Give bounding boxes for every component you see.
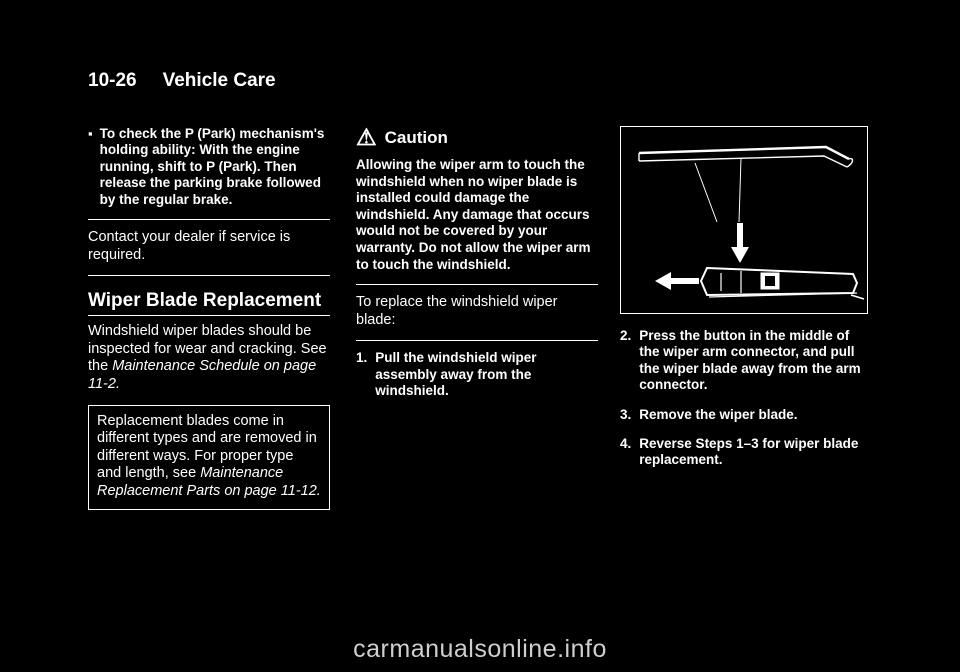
steps-list-column-middle [356, 350, 598, 399]
replacement-blades-box [88, 405, 330, 510]
steps-list-column-right [620, 328, 868, 469]
step-text: Pull the windshield wiper assembly away from the windshield. [375, 350, 537, 399]
bullet-marker-icon: ▪ [88, 126, 93, 141]
caution-label: Caution [384, 127, 448, 147]
column-left [88, 126, 330, 510]
maintenance-schedule-reference: Maintenance Schedule on page 11-2. [88, 358, 317, 392]
page-title: Vehicle Care [162, 70, 276, 91]
column-middle [356, 126, 598, 413]
step-number: 1. [356, 350, 368, 366]
replacement-parts-reference: Maintenance Replacement Parts on page 11-12. [97, 465, 321, 499]
step-text: Press the button in the middle of the wiper arm connector, and pull the wiper blade away from the arm connector. [639, 328, 861, 393]
replacement-blades-text [97, 413, 321, 501]
page-header [88, 70, 276, 92]
wiper-diagram-svg [621, 127, 867, 313]
list-item-step-3 [620, 407, 868, 423]
page-number: 10-26 [88, 70, 137, 91]
list-item-step-4 [620, 436, 868, 469]
divider-rule-3 [356, 284, 598, 285]
list-item-step-1 [356, 350, 598, 399]
divider-rule-4 [356, 340, 598, 341]
warning-triangle-icon: ⚠ [356, 124, 377, 150]
divider-rule [88, 219, 330, 220]
wiper-inspection-text-plain: Windshield wiper blades should be inspected for wear and cracking. See the [88, 323, 327, 375]
wiper-blade-connector-diagram [620, 126, 868, 314]
list-item-step-2 [620, 328, 868, 394]
dealer-service-note: Contact your dealer if service is required. [88, 229, 291, 263]
wiper-inspection-text [88, 323, 330, 393]
step-text: Reverse Steps 1–3 for wiper blade replacement. [639, 436, 859, 468]
bullet-item-park-check [88, 126, 330, 208]
column-right [620, 126, 868, 482]
site-watermark: carmanualsonline.info [353, 635, 607, 663]
section-heading-wiper-blade-replacement: Wiper Blade Replacement [88, 290, 322, 312]
step-number: 4. [620, 436, 632, 452]
heading-underline [88, 315, 330, 316]
divider-rule-2 [88, 275, 330, 276]
step-text: Remove the wiper blade. [639, 406, 798, 422]
bullet-item-text: To check the P (Park) mechanism's holding ability: With the engine running, shift to P (Park). Then release the parking brake followed by the regular brake. [99, 126, 325, 207]
step-number: 2. [620, 328, 632, 343]
caution-text: Allowing the wiper arm to touch the windshield when no wiper blade is installed could damage the windshield. Any damage that occurs would not be covered by your warranty. Do not allow the wiper arm to touch the windshield. [356, 157, 591, 272]
step-number: 3. [620, 406, 632, 422]
caution-header [356, 126, 598, 149]
instruction-intro: To replace the windshield wiper blade: [356, 294, 558, 328]
replacement-blades-text-plain: Replacement blades come in different types and are removed in different ways. For proper type and length, see [97, 412, 317, 482]
